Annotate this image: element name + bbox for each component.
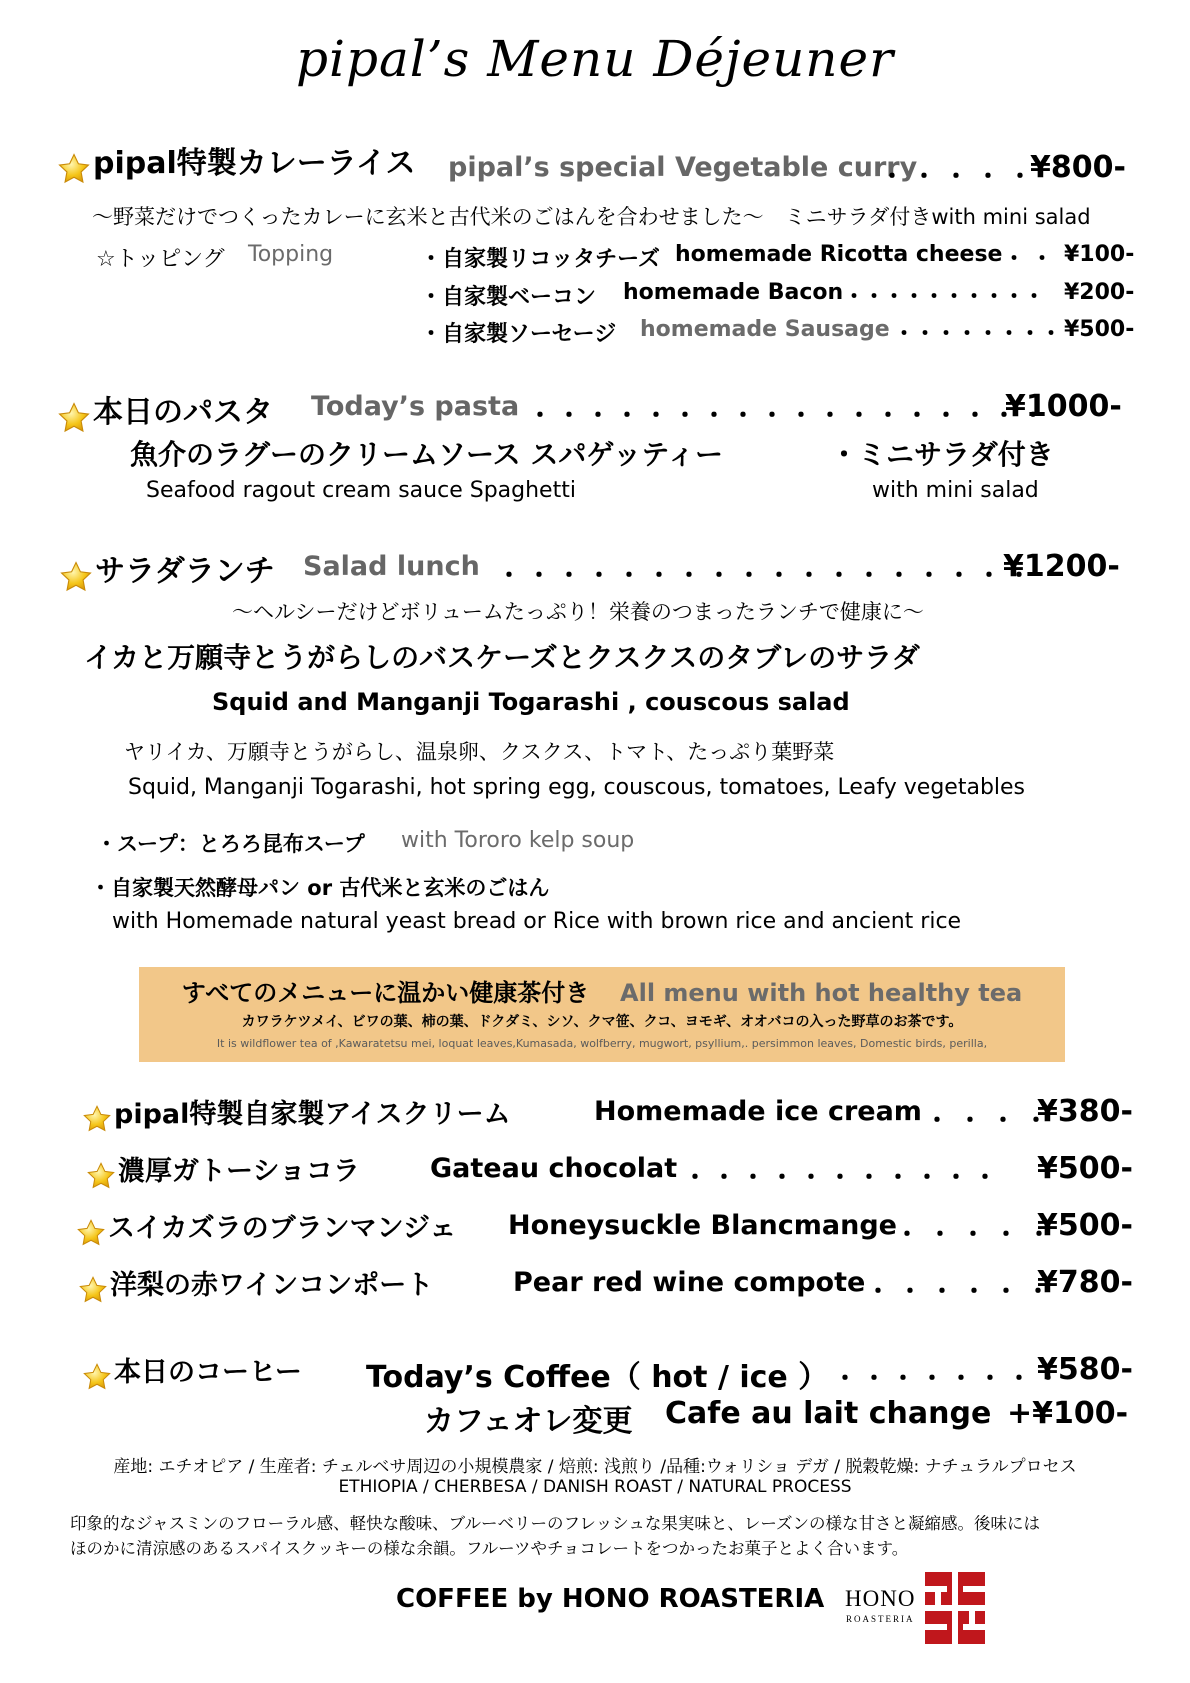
topping-bacon-en: homemade Bacon	[623, 280, 844, 305]
salad-bread-ja: ・自家製天然酵母パン or 古代米と玄米のごはん	[90, 876, 550, 900]
salad-price: ¥1200-	[1003, 549, 1120, 584]
hono-logo-word: HONO	[845, 1586, 916, 1611]
dessert-1-ja: pipal特製自家製アイスクリーム	[114, 1099, 511, 1130]
dessert-3-dots: ・・・・・	[895, 1220, 1060, 1248]
coffee-price: ¥580-	[1037, 1352, 1133, 1387]
topping-sausage-dots: ・・・・・・・・	[893, 322, 1062, 347]
healthy-tea-banner	[139, 967, 1065, 1062]
banner-detail-en: It is wildflower tea of ,Kawaratetsu mei, loquat leaves,Kumasada, wolfberry, mugwort, psyllium,. persimmon leaves, Domestic birds, perilla,	[216, 1037, 988, 1050]
pasta-name-en: Today’s pasta	[311, 391, 520, 422]
dessert-4-ja: 洋梨の赤ワインコンポート	[110, 1270, 434, 1301]
dessert-4-heading	[78, 1263, 433, 1305]
dessert-1-dots: ・・・・	[925, 1106, 1057, 1134]
star-icon	[82, 1104, 112, 1134]
salad-dish-en: Squid and Manganji Togarashi , couscous salad	[212, 688, 850, 716]
star-icon	[86, 1161, 116, 1191]
topping-ricotta-ja: ・自家製リコッタチーズ	[420, 247, 661, 272]
coffee-origin-ja: 産地: エチオピア / 生産者: チェルベサ周辺の小規模農家 / 焙煎: 浅煎り /品種:ウォリショ デガ / 脱穀乾燥: ナチュラルプロセス	[113, 1457, 1077, 1477]
salad-name-ja: サラダランチ	[95, 554, 275, 589]
topping-sausage-price: ¥500-	[1064, 317, 1135, 342]
coffee-heading	[82, 1350, 302, 1392]
dessert-4-en: Pear red wine compote	[513, 1267, 866, 1298]
dessert-1-en: Homemade ice cream	[594, 1096, 922, 1127]
star-icon	[78, 1275, 108, 1305]
star-icon	[82, 1362, 112, 1392]
dessert-3-en: Honeysuckle Blancmange	[508, 1210, 897, 1241]
topping-label-en: Topping	[248, 242, 334, 267]
topping-sausage-en: homemade Sausage	[640, 317, 890, 342]
dessert-4-dots: ・・・・・・	[866, 1277, 1058, 1305]
dessert-3-price: ¥500-	[1037, 1208, 1133, 1243]
pasta-name-ja: 本日のパスタ	[93, 395, 273, 430]
dessert-2-price: ¥500-	[1037, 1151, 1133, 1186]
coffee-name-ja: 本日のコーヒー	[114, 1357, 302, 1388]
coffee-origin-en: ETHIOPIA / CHERBESA / DANISH ROAST / NATURAL PROCESS	[338, 1477, 852, 1497]
banner-en: All menu with hot healthy tea	[620, 979, 1023, 1007]
salad-name-en: Salad lunch	[303, 551, 480, 582]
pasta-dish-ja: 魚介のラグーのクリームソース スパゲッティー	[130, 438, 723, 471]
salad-soup-en: with Tororo kelp soup	[401, 828, 635, 853]
topping-bacon-price: ¥200-	[1064, 280, 1135, 305]
coffee-notes-2: ほのかに清涼感のあるスパイスクッキーの様な余韻。フルーツやチョコレートをつかったお菓子とよく合います。	[70, 1539, 909, 1558]
salad-bread-en: with Homemade natural yeast bread or Rice with brown rice and ancient rice	[112, 909, 962, 934]
salad-dish-ja: イカと万願寺とうがらしのバスケーズとクスクスのタブレのサラダ	[84, 641, 920, 674]
topping-label-ja: ☆トッピング	[96, 247, 225, 272]
topping-bacon-ja: ・自家製ベーコン	[420, 285, 597, 310]
latte-price: +¥100-	[1007, 1396, 1129, 1431]
footer-credit: COFFEE by HONO ROASTERIA	[396, 1584, 825, 1614]
pasta-dots: ・・・・・・・・・・・・・・・・・・	[528, 401, 1050, 429]
curry-name-en: pipal’s special Vegetable curry	[448, 152, 918, 183]
curry-price: ¥800-	[1030, 150, 1126, 185]
dessert-3-ja: スイカズラのブランマンジェ	[108, 1213, 457, 1244]
banner-detail-ja: カワラケツメイ、ビワの葉、柿の葉、ドクダミ、シソ、クマ笹、クコ、ヨモギ、オオバコの入った野草のお茶です。	[241, 1014, 963, 1030]
curry-name-ja: pipal特製カレーライス	[93, 146, 416, 181]
latte-ja: カフェオレ変更	[424, 1404, 633, 1439]
pasta-price: ¥1000-	[1005, 389, 1122, 424]
dessert-2-heading	[86, 1149, 360, 1191]
dessert-1-heading	[82, 1092, 511, 1134]
salad-ingredients-ja: ヤリイカ、万願寺とうがらし、温泉卵、クスクス、トマト、たっぷり葉野菜	[124, 740, 835, 764]
topping-bacon-dots: ・・・・・・・・・・	[843, 285, 1044, 310]
banner-heading	[139, 973, 1065, 1008]
star-icon	[59, 560, 93, 594]
dessert-2-ja: 濃厚ガトーショコラ	[118, 1156, 360, 1187]
topping-ricotta-dots: ・・・	[1003, 247, 1088, 272]
coffee-notes-1: 印象的なジャスミンのフローラル感、軽快な酸味、ブルーベリーのフレッシュな果実味と、レーズンの様な甘さと凝縮感。後味には	[70, 1514, 1041, 1533]
salad-dots: ・・・・・・・・・・・・・・・・・・	[497, 561, 1037, 589]
curry-description: 〜野菜だけでつくったカレーに玄米と古代米のごはんを合わせました〜 ミニサラダ付きwith mini salad	[92, 205, 1091, 229]
pasta-dish-en: Seafood ragout cream sauce Spaghetti	[146, 478, 576, 503]
salad-ingredients-en: Squid, Manganji Togarashi, hot spring egg, couscous, tomatoes, Leafy vegetables	[128, 775, 1026, 800]
topping-sausage-ja: ・自家製ソーセージ	[420, 322, 617, 347]
star-icon	[57, 401, 91, 435]
salad-heading	[59, 546, 275, 594]
dessert-3-heading	[76, 1206, 456, 1248]
topping-ricotta-price: ¥100-	[1064, 242, 1135, 267]
topping-ricotta-en: homemade Ricotta cheese	[675, 242, 1003, 267]
curry-heading	[57, 138, 416, 186]
curry-dots: ・・・・・	[880, 162, 1040, 190]
salad-soup-ja: ・スープ：とろろ昆布スープ	[96, 832, 365, 856]
banner-ja: すべてのメニューに温かい健康茶付き	[181, 979, 590, 1007]
dessert-4-price: ¥780-	[1037, 1265, 1133, 1300]
salad-tagline: 〜ヘルシーだけどボリュームたっぷり！栄養のつまったランチで健康に〜	[232, 600, 924, 624]
pasta-heading	[57, 387, 273, 435]
coffee-dots: ・・・・・・・・	[833, 1364, 1065, 1392]
dessert-1-price: ¥380-	[1037, 1094, 1133, 1129]
pasta-salad-ja: ・ミニサラダ付き	[830, 438, 1054, 471]
dessert-2-dots: ・・・・・・・・・・・	[683, 1163, 1002, 1191]
latte-en: Cafe au lait change	[665, 1396, 992, 1431]
star-icon	[57, 152, 91, 186]
hono-logo-icon	[925, 1572, 985, 1644]
menu-title: pipal’s Menu Déjeuner	[295, 30, 894, 88]
star-icon	[76, 1218, 106, 1248]
pasta-salad-en: with mini salad	[872, 478, 1039, 503]
dessert-2-en: Gateau chocolat	[430, 1153, 678, 1184]
coffee-name-en: Today’s Coffee（ hot / ice ）	[366, 1360, 829, 1395]
hono-logo-sub: ROASTERIA	[846, 1614, 915, 1624]
